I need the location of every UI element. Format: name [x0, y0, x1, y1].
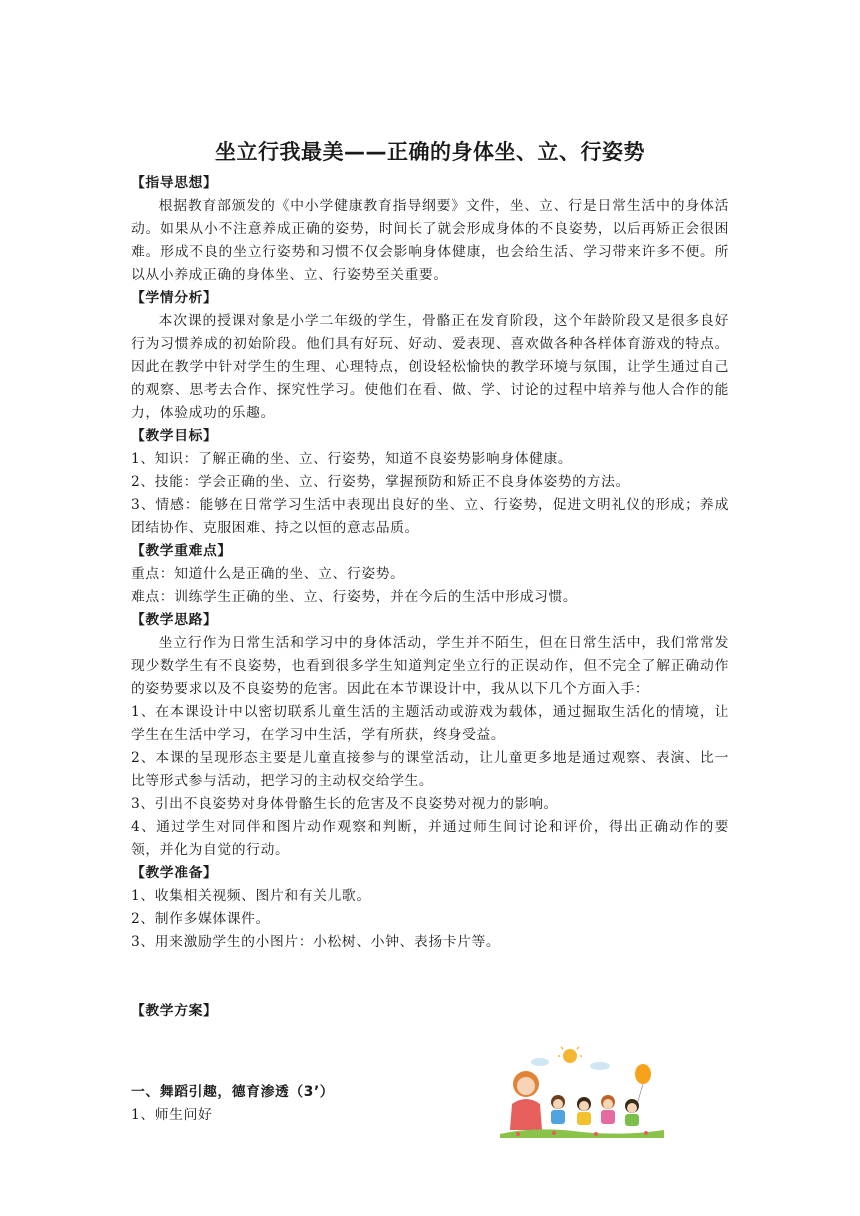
heading-part1: 一、舞蹈引趣，德育渗透（3’） — [131, 1084, 335, 1100]
approach-item: 4、通过学生对同伴和图片动作观察和判断，并通过师生间讨论和评价，得出正确动作的要领，并化为自觉的行动。 — [131, 819, 729, 858]
spacer — [131, 954, 729, 1000]
approach-item: 1、在本课设计中以密切联系儿童生活的主题活动或游戏为载体，通过掘取生活化的情境，让学生在生活中学习，在学习中生活，学有所获，终身受益。 — [131, 704, 729, 743]
guiding-paragraph: 根据教育部颁发的《中小学健康教育指导纲要》文件，坐、立、行是日常生活中的身体活动。如果从小不注意养成正确的姿势，时间长了就会形成身体的不良姿势，以后再矫正会很困难。形成不良的坐立行姿势和习惯不仅会影响身体健康，也会给生活、学习带来许多不便。所以从小养成正确的身体坐、立、行姿势至关重要。 — [131, 198, 729, 283]
keypoint-item: 难点：训练学生正确的坐、立、行姿势，并在今后的生活中形成习惯。 — [131, 589, 578, 605]
heading-prep: 【教学准备】 — [131, 865, 218, 881]
heading-plan: 【教学方案】 — [131, 1003, 218, 1019]
prep-item: 1、收集相关视频、图片和有关儿歌。 — [131, 888, 371, 904]
heading-analysis: 【学情分析】 — [131, 290, 218, 306]
heading-guiding: 【指导思想】 — [131, 175, 218, 191]
document-body — [131, 172, 729, 1127]
goal-item: 3、情感：能够在日常学习生活中表现出良好的坐、立、行姿势，促进文明礼仪的形成；养成团结协作、克服困难、持之以恒的意志品质。 — [131, 497, 729, 536]
part1-item: 1、师生问好 — [131, 1107, 213, 1123]
approach-item: 3、引出不良姿势对身体骨骼生长的危害及不良姿势对视力的影响。 — [131, 796, 558, 812]
heading-goals: 【教学目标】 — [131, 428, 218, 444]
approach-paragraph: 坐立行作为日常生活和学习中的身体活动，学生并不陌生，但在日常生活中，我们常常发现少数学生有不良姿势，也看到很多学生知道判定坐立行的正误动作，但不完全了解正确动作的姿势要求以及不良姿势的危害。因此在本节课设计中，我从以下几个方面入手： — [131, 635, 729, 697]
keypoint-item: 重点：知道什么是正确的坐、立、行姿势。 — [131, 566, 405, 582]
page-title: 坐立行我最美——正确的身体坐、立、行姿势 — [215, 140, 645, 164]
heading-keypoints: 【教学重难点】 — [131, 543, 232, 559]
goal-item: 2、技能：学会正确的坐、立、行姿势，掌握预防和矫正不良身体姿势的方法。 — [131, 474, 630, 490]
prep-item: 2、制作多媒体课件。 — [131, 911, 270, 927]
prep-item: 3、用来激励学生的小图片：小松树、小钟、表扬卡片等。 — [131, 934, 501, 950]
goal-item: 1、知识：了解正确的坐、立、行姿势，知道不良姿势影响身体健康。 — [131, 451, 573, 467]
teacher-and-children-icon — [496, 1046, 668, 1138]
approach-item: 2、本课的呈现形态主要是儿童直接参与的课堂活动，让儿童更多地是通过观察、表演、比一比等形式参与活动，把学习的主动权交给学生。 — [131, 750, 729, 789]
heading-approach: 【教学思路】 — [131, 612, 218, 628]
analysis-paragraph: 本次课的授课对象是小学二年级的学生，骨骼正在发育阶段，这个年龄阶段又是很多良好行为习惯养成的初始阶段。他们具有好玩、好动、爱表现、喜欢做各种各样体育游戏的特点。因此在教学中针对学生的生理、心理特点，创设轻松愉快的教学环境与氛围，让学生通过自己的观察、思考去合作、探究性学习。使他们在看、做、学、讨论的过程中培养与他人合作的能力，体验成功的乐趣。 — [131, 313, 729, 421]
